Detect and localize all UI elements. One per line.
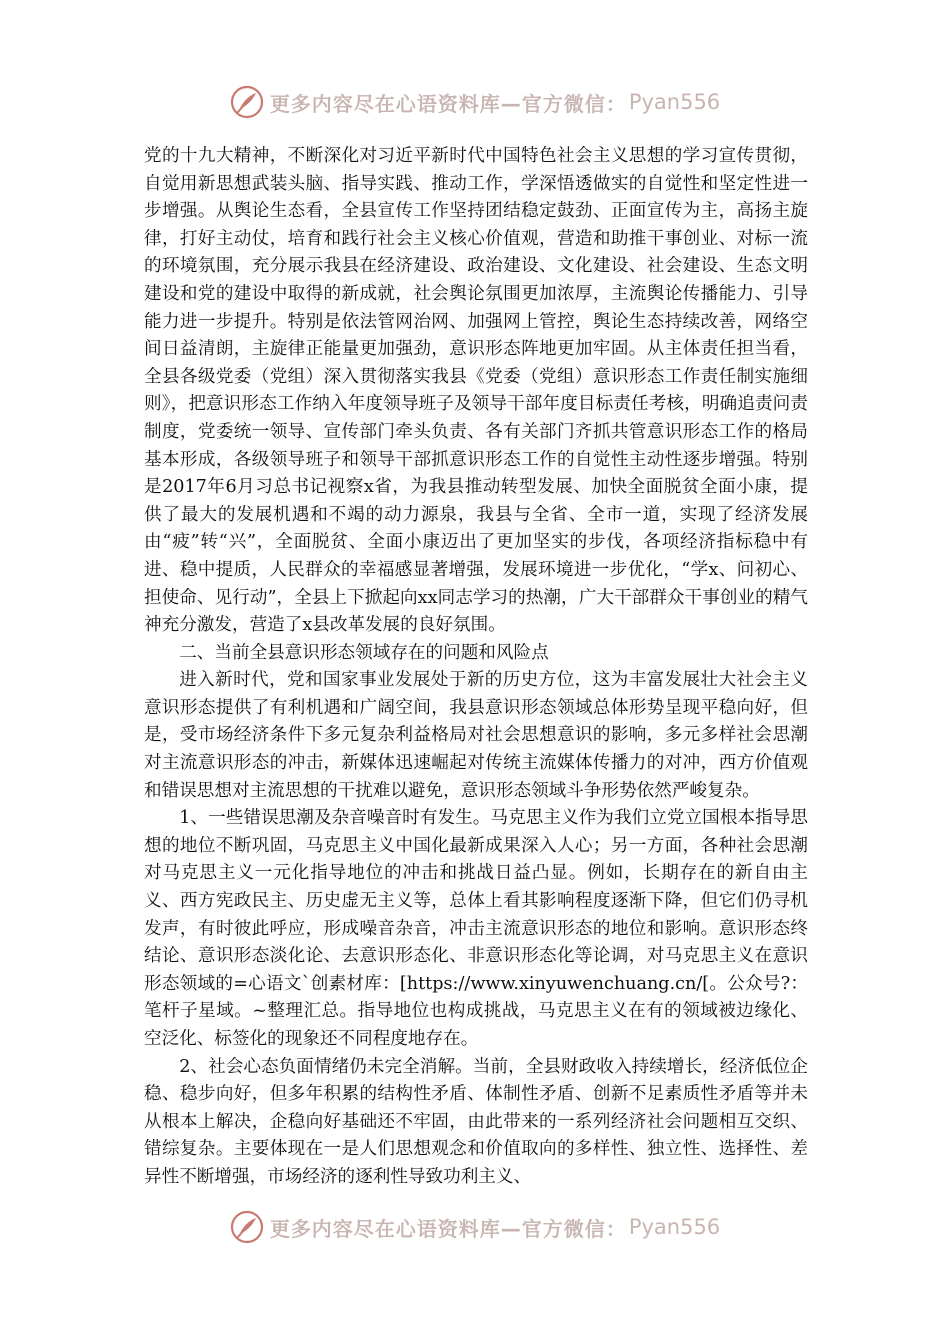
- paragraph-3: 1、一些错误思潮及杂音噪音时有发生。马克思主义作为我们立党立国根本指导思想的地位不断巩固，马克思主义中国化最新成果深入人心；另一方面，各种社会思潮对马克思主义一元化指导地位的冲击和挑战日益凸显。例如，长期存在的新自由主义、西方宪政民主、历史虚无主义等，总体上看其影响程度逐渐下降，但它们仍寻机发声，有时彼此呼应，形成噪音杂音，冲击主流意识形态的地位和影响。意识形态终结论、意识形态淡化论、去意识形态化、非意识形态化等论调，对马克思主义在意识形态领域的=心语文`创素材库：[https://www.xinyuwenchuang.cn/[。公众号?：笔杆子星域。~整理汇总。指导地位也构成挑战，马克思主义在有的领域被边缘化、空泛化、标签化的现象还不同程度地存在。: [144, 808, 808, 1049]
- footer-banner: [0, 1205, 950, 1249]
- document-body: [144, 143, 808, 1192]
- paragraph-1: 党的十九大精神，不断深化对习近平新时代中国特色社会主义思想的学习宣传贯彻，自觉用新思想武装头脑、指导实践、推动工作，学深悟透做实的自觉性和坚定性进一步增强。从舆论生态看，全县宣传工作坚持团结稳定鼓劲、正面宣传为主，高扬主旋律，打好主动仗，培育和践行社会主义核心价值观，营造和助推干事创业、对标一流的环境氛围，充分展示我县在经济建设、政治建设、文化建设、社会建设、生态文明建设和党的建设中取得的新成就，社会舆论氛围更加浓厚，主流舆论传播能力、引导能力进一步提升。特别是依法管网治网、加强网上管控，舆论生态持续改善，网络空间日益清朗，主旋律正能量更加强劲，意识形态阵地更加牢固。从主体责任担当看，全县各级党委（党组）深入贯彻落实我县《党委（党组）意识形态工作责任制实施细则》，把意识形态工作纳入年度领导班子及领导干部年度目标责任考核，明确追责问责制度，党委统一领导、宣传部门牵头负责、各有关部门齐抓共管意识形态工作的格局基本形成，各级领导班子和领导干部抓意识形态工作的自觉性主动性逐步增强。特别是2017年6月习总书记视察x省，为我县推动转型发展、加快全面脱贫全面小康，提供了最大的发展机遇和不竭的动力源泉，我县与全省、全市一道，实现了经济发展由“疲”转“兴”，全面脱贫、全面小康迈出了更加坚实的步伐，各项经济指标稳中有进、稳中提质，人民群众的幸福感显著增强，发展环境进一步优化，“学x、问初心、担使命、见行动”，全县上下掀起向xx同志学习的热潮，广大干部群众干事创业的精气神充分激发，营造了x县改革发展的良好氛围。: [144, 146, 808, 636]
- feather-pen-icon: [230, 85, 264, 119]
- header-banner: [0, 80, 950, 124]
- section-heading: 二、当前全县意识形态领域存在的问题和风险点: [179, 642, 549, 663]
- feather-pen-icon: [230, 1210, 264, 1244]
- paragraph-2: 进入新时代，党和国家事业发展处于新的历史方位，这为丰富发展壮大社会主义意识形态提供了有利机遇和广阔空间，我县意识形态领域总体形势呈现平稳向好，但是，受市场经济条件下多元复杂利益格局对社会思想意识的影响，多元多样社会思潮对主流意识形态的冲击，新媒体迅速崛起对传统主流媒体传播力的对冲，西方价值观和错误思想对主流思想的干扰难以避免，意识形态领域斗争形势依然严峻复杂。: [144, 670, 808, 801]
- banner-text: 更多内容尽在心语资料库—官方微信：: [269, 1216, 627, 1241]
- paragraph-4: 2、社会心态负面情绪仍未完全消解。当前，全县财政收入持续增长，经济低位企稳、稳步向好，但多年积累的结构性矛盾、体制性矛盾、创新不足素质性矛盾等并未从根本上解决，企稳向好基础还不牢固，由此带来的一系列经济社会问题相互交织、错综复杂。主要体现在一是人们思想观念和价值取向的多样性、独立性、选择性、差异性不断增强，市场经济的逐利性导致功利主义、: [144, 1056, 808, 1187]
- banner-text: 更多内容尽在心语资料库—官方微信：: [269, 91, 627, 116]
- wechat-id: Pyan556: [628, 90, 721, 114]
- wechat-id: Pyan556: [628, 1215, 721, 1239]
